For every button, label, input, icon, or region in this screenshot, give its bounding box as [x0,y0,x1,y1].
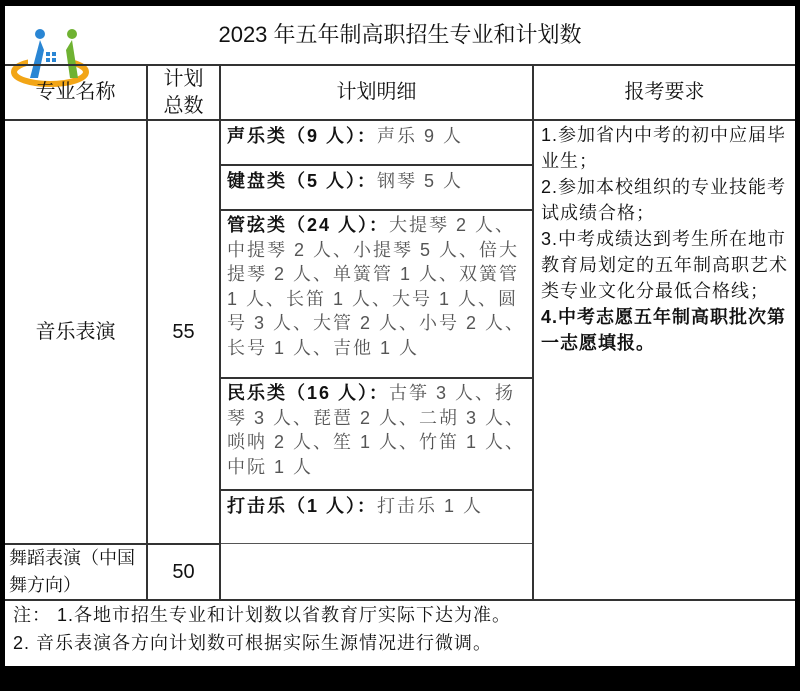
note-item: 2. 音乐表演各方向计划数可根据实际生源情况进行微调。 [13,633,493,653]
document-page [5,6,795,666]
detail-percussion: 打击乐（1 人）：打击乐 1 人 [227,496,484,516]
notes [13,601,793,657]
note-item: 注： 1.各地市招生专业和计划数以省教育厅实际下达为准。 [13,605,512,625]
major-dance: 舞蹈表演（中国舞方向） [9,548,135,595]
requirements-list [541,122,791,356]
detail-folk: 民乐类（16 人）：古筝 3 人、扬琴 3 人、琵琶 2 人、二胡 3 人、唢呐 2 人、笙 1 人、竹笛 1 人、中阮 1 人 [227,383,526,477]
requirement-item: 1.参加省内中考的初中应届毕业生； [541,125,787,171]
requirement-item: 3.中考成绩达到考生所在地市教育局划定的五年制高职艺术类专业文化分最低合格线； [541,229,788,301]
requirement-item: 2.参加本校组织的专业技能考试成绩合格； [541,177,787,223]
total-music: 55 [172,320,195,343]
requirement-item: 4.中考志愿五年制高职批次第一志愿填报。 [541,307,787,353]
major-music: 音乐表演 [35,320,116,343]
page-title: 2023 年五年制高职招生专业和计划数 [218,22,582,47]
header-requirements: 报考要求 [624,81,705,103]
detail-vocal: 声乐类（9 人）：声乐 9 人 [227,126,464,146]
header-total: 计划总数 [163,67,204,117]
header-major: 专业名称 [35,81,116,103]
header-detail: 计划明细 [336,81,417,103]
total-dance: 50 [172,560,195,583]
detail-orchestral: 管弦类（24 人）：大提琴 2 人、中提琴 2 人、小提琴 5 人、倍大提琴 2 人、单簧管 1 人、双簧管 1 人、长笛 1 人、大号 1 人、圆号 3 人、大管 2 人、小号 2 人、长号 1 人、吉他 1 人 [227,215,526,358]
detail-keyboard: 键盘类（5 人）：钢琴 5 人 [227,171,464,191]
